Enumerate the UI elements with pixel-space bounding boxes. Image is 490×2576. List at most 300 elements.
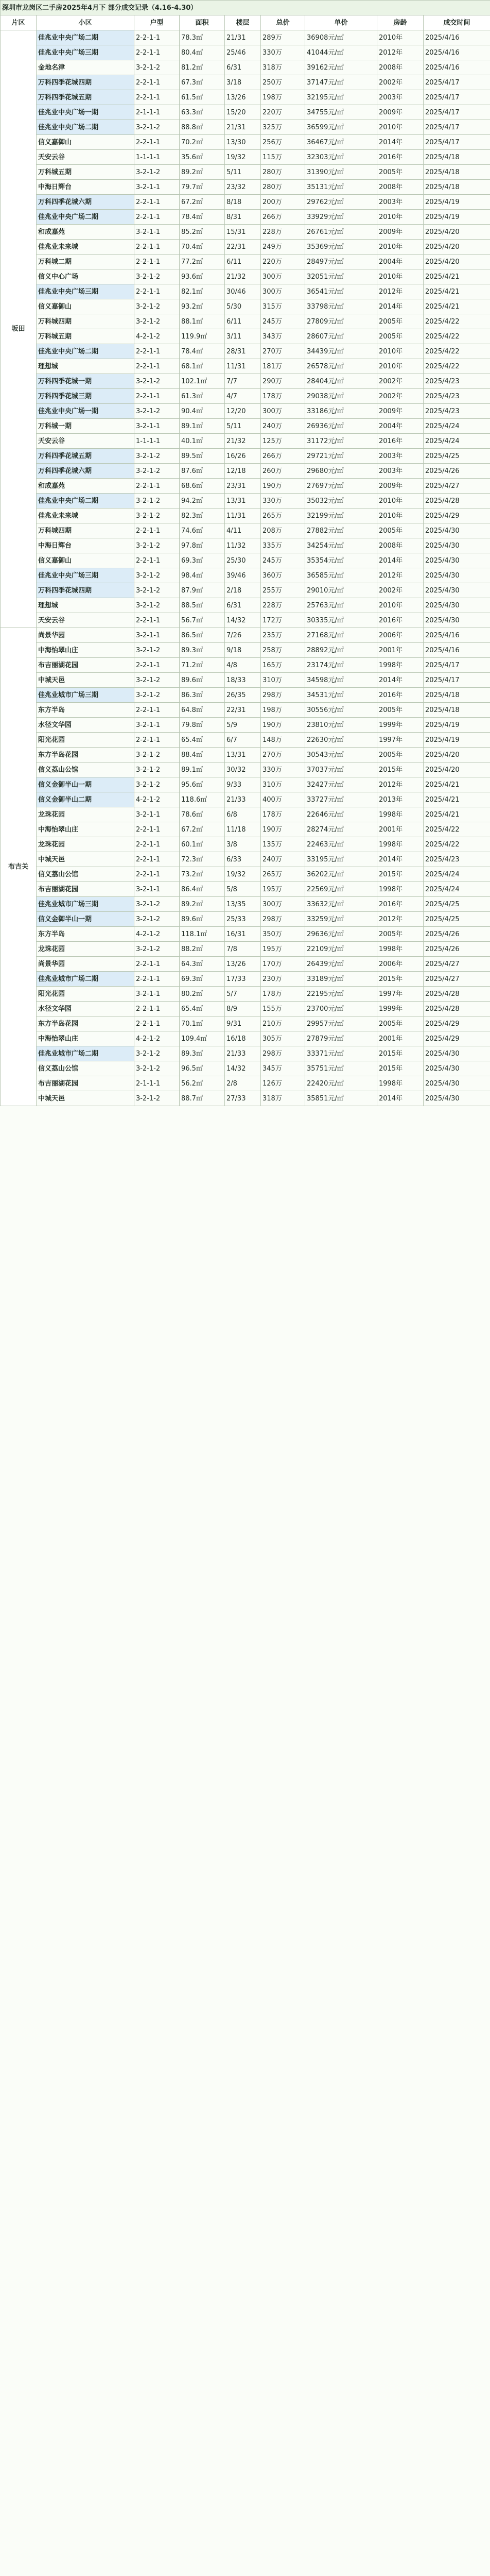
area-cell: 64.3㎡ — [180, 957, 225, 972]
price-cell: 265万 — [261, 509, 305, 523]
unit-price-cell: 29038元/㎡ — [305, 389, 377, 404]
area-cell: 88.1㎡ — [180, 314, 225, 329]
price-cell: 280万 — [261, 165, 305, 180]
years-cell: 2010年 — [377, 344, 424, 359]
floor-cell: 22/31 — [225, 240, 261, 255]
unit-price-cell: 31390元/㎡ — [305, 165, 377, 180]
floor-cell: 21/31 — [225, 30, 261, 45]
price-cell: 240万 — [261, 419, 305, 434]
unit-price-cell: 32199元/㎡ — [305, 509, 377, 523]
table-row — [1, 613, 490, 628]
years-cell: 1998年 — [377, 658, 424, 673]
name-cell: 中海日辉台 — [37, 538, 134, 553]
price-cell: 235万 — [261, 628, 305, 643]
years-cell: 2010年 — [377, 598, 424, 613]
floor-cell: 14/32 — [225, 1061, 261, 1076]
years-cell: 2008年 — [377, 60, 424, 75]
years-cell: 2009年 — [377, 105, 424, 120]
layout-cell: 2-2-1-1 — [134, 613, 180, 628]
table-row — [1, 479, 490, 494]
area-cell: 95.6㎡ — [180, 777, 225, 792]
table-row — [1, 643, 490, 658]
date-cell: 2025/4/16 — [424, 628, 490, 643]
floor-cell: 8/9 — [225, 1002, 261, 1016]
date-cell: 2025/4/20 — [424, 225, 490, 240]
area-cell: 78.3㎡ — [180, 30, 225, 45]
price-cell: 170万 — [261, 957, 305, 972]
area-cell: 78.6㎡ — [180, 807, 225, 822]
price-cell: 265万 — [261, 867, 305, 882]
floor-cell: 4/8 — [225, 658, 261, 673]
table-row — [1, 195, 490, 210]
name-cell: 水径文华园 — [37, 1002, 134, 1016]
date-cell: 2025/4/22 — [424, 359, 490, 374]
price-cell: 256万 — [261, 135, 305, 150]
years-cell: 2010年 — [377, 494, 424, 509]
years-cell: 2010年 — [377, 30, 424, 45]
name-cell: 佳兆业中央广场二期 — [37, 120, 134, 135]
layout-cell: 2-2-1-1 — [134, 344, 180, 359]
header-row — [1, 15, 490, 30]
name-cell: 万科四季花城五期 — [37, 449, 134, 464]
area-cell: 79.7㎡ — [180, 180, 225, 195]
date-cell: 2025/4/28 — [424, 987, 490, 1002]
unit-price-cell: 34755元/㎡ — [305, 105, 377, 120]
name-cell: 中城天邑 — [37, 1091, 134, 1106]
price-cell: 289万 — [261, 30, 305, 45]
years-cell: 1999年 — [377, 718, 424, 733]
table-row — [1, 1061, 490, 1076]
date-cell: 2025/4/17 — [424, 120, 490, 135]
layout-cell: 2-2-1-1 — [134, 822, 180, 837]
area-cell: 89.6㎡ — [180, 673, 225, 688]
price-cell: 250万 — [261, 75, 305, 90]
name-cell: 信义金御半山一期 — [37, 777, 134, 792]
unit-price-cell: 32051元/㎡ — [305, 269, 377, 284]
price-cell: 255万 — [261, 583, 305, 598]
price-cell: 245万 — [261, 314, 305, 329]
price-cell: 220万 — [261, 255, 305, 269]
price-cell: 195万 — [261, 942, 305, 957]
area-cell: 61.5㎡ — [180, 90, 225, 105]
floor-cell: 21/32 — [225, 269, 261, 284]
unit-price-cell: 34598元/㎡ — [305, 673, 377, 688]
date-cell: 2025/4/26 — [424, 942, 490, 957]
floor-cell: 5/9 — [225, 718, 261, 733]
name-cell: 东方半岛花园 — [37, 1016, 134, 1031]
area-cell: 82.3㎡ — [180, 509, 225, 523]
name-cell: 天安云谷 — [37, 613, 134, 628]
layout-cell: 3-2-1-2 — [134, 120, 180, 135]
price-cell: 181万 — [261, 359, 305, 374]
area-cell: 96.5㎡ — [180, 1061, 225, 1076]
layout-cell: 1-1-1-1 — [134, 150, 180, 165]
area-cell: 72.3㎡ — [180, 852, 225, 867]
col-price: 总价 — [261, 15, 305, 30]
years-cell: 2015年 — [377, 972, 424, 987]
date-cell: 2025/4/30 — [424, 1061, 490, 1076]
area-cell: 69.3㎡ — [180, 553, 225, 568]
floor-cell: 14/32 — [225, 613, 261, 628]
price-cell: 190万 — [261, 718, 305, 733]
unit-price-cell: 31172元/㎡ — [305, 434, 377, 449]
unit-price-cell: 33259元/㎡ — [305, 912, 377, 927]
price-cell: 298万 — [261, 1046, 305, 1061]
floor-cell: 22/31 — [225, 703, 261, 718]
unit-price-cell: 34531元/㎡ — [305, 688, 377, 703]
years-cell: 2016年 — [377, 688, 424, 703]
unit-price-cell: 33929元/㎡ — [305, 210, 377, 225]
date-cell: 2025/4/20 — [424, 240, 490, 255]
table-row — [1, 509, 490, 523]
unit-price-cell: 28274元/㎡ — [305, 822, 377, 837]
layout-cell: 3-2-1-2 — [134, 404, 180, 419]
years-cell: 2012年 — [377, 912, 424, 927]
price-cell: 245万 — [261, 553, 305, 568]
area-cell: 119.9㎡ — [180, 329, 225, 344]
area-cell: 85.2㎡ — [180, 225, 225, 240]
area-cell: 77.2㎡ — [180, 255, 225, 269]
layout-cell: 2-2-1-1 — [134, 658, 180, 673]
name-cell: 万科四季花城六期 — [37, 464, 134, 479]
name-cell: 万科四季花城五期 — [37, 90, 134, 105]
layout-cell: 2-2-1-1 — [134, 1002, 180, 1016]
layout-cell: 3-2-1-2 — [134, 1046, 180, 1061]
date-cell: 2025/4/17 — [424, 673, 490, 688]
price-cell: 220万 — [261, 105, 305, 120]
table-row — [1, 120, 490, 135]
layout-cell: 2-2-1-1 — [134, 972, 180, 987]
name-cell: 佳兆业城市广场二期 — [37, 1046, 134, 1061]
layout-cell: 2-2-1-1 — [134, 210, 180, 225]
table-row — [1, 1076, 490, 1091]
price-cell: 280万 — [261, 180, 305, 195]
years-cell: 2010年 — [377, 509, 424, 523]
years-cell: 2002年 — [377, 75, 424, 90]
date-cell: 2025/4/29 — [424, 1031, 490, 1046]
name-cell: 信义荔山公馆 — [37, 1061, 134, 1076]
floor-cell: 6/11 — [225, 314, 261, 329]
name-cell: 佳兆业未来城 — [37, 509, 134, 523]
years-cell: 2014年 — [377, 673, 424, 688]
floor-cell: 2/8 — [225, 1076, 261, 1091]
area-cell: 86.5㎡ — [180, 628, 225, 643]
table-row — [1, 792, 490, 807]
date-cell: 2025/4/29 — [424, 509, 490, 523]
price-cell: 345万 — [261, 1061, 305, 1076]
unit-price-cell: 29010元/㎡ — [305, 583, 377, 598]
table-row — [1, 299, 490, 314]
price-cell: 325万 — [261, 120, 305, 135]
name-cell: 佳兆业中央广场二期 — [37, 344, 134, 359]
table-row — [1, 30, 490, 45]
name-cell: 佳兆业城市广场三期 — [37, 897, 134, 912]
layout-cell: 3-2-1-2 — [134, 643, 180, 658]
table-row — [1, 987, 490, 1002]
table-row — [1, 837, 490, 852]
date-cell: 2025/4/16 — [424, 45, 490, 60]
table-row — [1, 553, 490, 568]
date-cell: 2025/4/22 — [424, 314, 490, 329]
table-row — [1, 957, 490, 972]
layout-cell: 2-2-1-1 — [134, 75, 180, 90]
floor-cell: 27/33 — [225, 1091, 261, 1106]
unit-price-cell: 35131元/㎡ — [305, 180, 377, 195]
area-cell: 89.3㎡ — [180, 1046, 225, 1061]
date-cell: 2025/4/17 — [424, 135, 490, 150]
unit-price-cell: 29680元/㎡ — [305, 464, 377, 479]
unit-price-cell: 33727元/㎡ — [305, 792, 377, 807]
price-cell: 270万 — [261, 748, 305, 762]
years-cell: 2005年 — [377, 1016, 424, 1031]
area-cell: 40.1㎡ — [180, 434, 225, 449]
name-cell: 佳兆业中央广场一期 — [37, 105, 134, 120]
years-cell: 2009年 — [377, 225, 424, 240]
unit-price-cell: 29636元/㎡ — [305, 927, 377, 942]
layout-cell: 3-2-1-2 — [134, 583, 180, 598]
floor-cell: 16/31 — [225, 927, 261, 942]
layout-cell: 2-2-1-1 — [134, 90, 180, 105]
name-cell: 佳兆业中央广场三期 — [37, 284, 134, 299]
floor-cell: 26/35 — [225, 688, 261, 703]
unit-price-cell: 35354元/㎡ — [305, 553, 377, 568]
price-cell: 318万 — [261, 1091, 305, 1106]
col-region: 片区 — [1, 15, 37, 30]
price-cell: 343万 — [261, 329, 305, 344]
name-cell: 布吉丽湖花园 — [37, 1076, 134, 1091]
name-cell: 佳兆业中央广场二期 — [37, 30, 134, 45]
date-cell: 2025/4/30 — [424, 598, 490, 613]
price-cell: 290万 — [261, 374, 305, 389]
date-cell: 2025/4/21 — [424, 269, 490, 284]
price-cell: 298万 — [261, 688, 305, 703]
floor-cell: 4/11 — [225, 523, 261, 538]
unit-price-cell: 35032元/㎡ — [305, 494, 377, 509]
name-cell: 中海日辉台 — [37, 180, 134, 195]
col-layout: 户型 — [134, 15, 180, 30]
floor-cell: 11/32 — [225, 538, 261, 553]
floor-cell: 6/31 — [225, 60, 261, 75]
unit-price-cell: 36908元/㎡ — [305, 30, 377, 45]
layout-cell: 3-2-1-2 — [134, 165, 180, 180]
unit-price-cell: 22569元/㎡ — [305, 882, 377, 897]
name-cell: 布吉丽湖花园 — [37, 658, 134, 673]
layout-cell: 2-2-1-1 — [134, 733, 180, 748]
unit-price-cell: 29957元/㎡ — [305, 1016, 377, 1031]
years-cell: 1998年 — [377, 837, 424, 852]
date-cell: 2025/4/18 — [424, 688, 490, 703]
name-cell: 佳兆业中央广场一期 — [37, 404, 134, 419]
title-row — [1, 1, 490, 15]
floor-cell: 11/31 — [225, 359, 261, 374]
floor-cell: 19/32 — [225, 150, 261, 165]
unit-price-cell: 36541元/㎡ — [305, 284, 377, 299]
area-cell: 94.2㎡ — [180, 494, 225, 509]
date-cell: 2025/4/19 — [424, 718, 490, 733]
floor-cell: 7/7 — [225, 374, 261, 389]
area-cell: 60.1㎡ — [180, 837, 225, 852]
name-cell: 佳兆业中央广场二期 — [37, 210, 134, 225]
date-cell: 2025/4/23 — [424, 389, 490, 404]
area-cell: 98.4㎡ — [180, 568, 225, 583]
area-cell: 93.2㎡ — [180, 299, 225, 314]
area-cell: 86.4㎡ — [180, 882, 225, 897]
area-cell: 102.1㎡ — [180, 374, 225, 389]
table-row — [1, 1031, 490, 1046]
price-cell: 198万 — [261, 703, 305, 718]
floor-cell: 25/33 — [225, 912, 261, 927]
name-cell: 龙珠花园 — [37, 942, 134, 957]
area-cell: 87.6㎡ — [180, 464, 225, 479]
unit-price-cell: 33371元/㎡ — [305, 1046, 377, 1061]
area-cell: 63.3㎡ — [180, 105, 225, 120]
table-row — [1, 748, 490, 762]
date-cell: 2025/4/26 — [424, 464, 490, 479]
date-cell: 2025/4/24 — [424, 867, 490, 882]
layout-cell: 4-2-1-2 — [134, 792, 180, 807]
unit-price-cell: 25763元/㎡ — [305, 598, 377, 613]
area-cell: 88.4㎡ — [180, 748, 225, 762]
price-cell: 360万 — [261, 568, 305, 583]
years-cell: 2009年 — [377, 479, 424, 494]
date-cell: 2025/4/22 — [424, 837, 490, 852]
name-cell: 尚景华园 — [37, 957, 134, 972]
table-row — [1, 718, 490, 733]
floor-cell: 2/18 — [225, 583, 261, 598]
layout-cell: 3-2-1-1 — [134, 419, 180, 434]
area-cell: 89.2㎡ — [180, 165, 225, 180]
years-cell: 2013年 — [377, 792, 424, 807]
years-cell: 2014年 — [377, 553, 424, 568]
years-cell: 2014年 — [377, 852, 424, 867]
layout-cell: 3-2-1-1 — [134, 987, 180, 1002]
floor-cell: 13/31 — [225, 494, 261, 509]
layout-cell: 3-2-1-2 — [134, 912, 180, 927]
date-cell: 2025/4/17 — [424, 75, 490, 90]
years-cell: 2015年 — [377, 1046, 424, 1061]
floor-cell: 25/46 — [225, 45, 261, 60]
unit-price-cell: 34439元/㎡ — [305, 344, 377, 359]
area-cell: 88.8㎡ — [180, 120, 225, 135]
name-cell: 万科城四期 — [37, 523, 134, 538]
layout-cell: 3-2-1-2 — [134, 598, 180, 613]
layout-cell: 4-2-1-2 — [134, 329, 180, 344]
years-cell: 2014年 — [377, 135, 424, 150]
years-cell: 2016年 — [377, 150, 424, 165]
price-cell: 228万 — [261, 225, 305, 240]
table-row — [1, 867, 490, 882]
price-cell: 155万 — [261, 1002, 305, 1016]
price-cell: 318万 — [261, 60, 305, 75]
date-cell: 2025/4/18 — [424, 180, 490, 195]
unit-price-cell: 22630元/㎡ — [305, 733, 377, 748]
date-cell: 2025/4/27 — [424, 972, 490, 987]
years-cell: 2012年 — [377, 45, 424, 60]
date-cell: 2025/4/30 — [424, 523, 490, 538]
floor-cell: 28/31 — [225, 344, 261, 359]
layout-cell: 3-2-1-2 — [134, 269, 180, 284]
years-cell: 2010年 — [377, 269, 424, 284]
price-cell: 258万 — [261, 643, 305, 658]
unit-price-cell: 27879元/㎡ — [305, 1031, 377, 1046]
name-cell: 中海怡翠山庄 — [37, 1031, 134, 1046]
floor-cell: 21/33 — [225, 792, 261, 807]
date-cell: 2025/4/19 — [424, 210, 490, 225]
table-row — [1, 628, 490, 643]
date-cell: 2025/4/16 — [424, 643, 490, 658]
table-row — [1, 210, 490, 225]
floor-cell: 6/7 — [225, 733, 261, 748]
date-cell: 2025/4/30 — [424, 538, 490, 553]
layout-cell: 2-2-1-1 — [134, 284, 180, 299]
unit-price-cell: 33195元/㎡ — [305, 852, 377, 867]
years-cell: 2016年 — [377, 434, 424, 449]
name-cell: 阳光花园 — [37, 987, 134, 1002]
price-cell: 200万 — [261, 195, 305, 210]
area-cell: 68.1㎡ — [180, 359, 225, 374]
date-cell: 2025/4/23 — [424, 852, 490, 867]
name-cell: 信义荔山公馆 — [37, 762, 134, 777]
price-cell: 172万 — [261, 613, 305, 628]
table-row — [1, 1002, 490, 1016]
unit-price-cell: 26578元/㎡ — [305, 359, 377, 374]
area-cell: 68.6㎡ — [180, 479, 225, 494]
years-cell: 2001年 — [377, 822, 424, 837]
date-cell: 2025/4/28 — [424, 494, 490, 509]
area-cell: 89.3㎡ — [180, 643, 225, 658]
years-cell: 2014年 — [377, 1091, 424, 1106]
layout-cell: 2-2-1-1 — [134, 479, 180, 494]
name-cell: 万科城一期 — [37, 419, 134, 434]
area-cell: 70.4㎡ — [180, 240, 225, 255]
years-cell: 2004年 — [377, 255, 424, 269]
table-row — [1, 374, 490, 389]
years-cell: 2003年 — [377, 464, 424, 479]
price-cell: 300万 — [261, 284, 305, 299]
floor-cell: 9/33 — [225, 777, 261, 792]
price-cell: 350万 — [261, 927, 305, 942]
name-cell: 阳光花园 — [37, 733, 134, 748]
area-cell: 79.8㎡ — [180, 718, 225, 733]
floor-cell: 30/46 — [225, 284, 261, 299]
unit-price-cell: 22420元/㎡ — [305, 1076, 377, 1091]
floor-cell: 6/8 — [225, 807, 261, 822]
years-cell: 2001年 — [377, 1031, 424, 1046]
unit-price-cell: 27809元/㎡ — [305, 314, 377, 329]
price-cell: 195万 — [261, 882, 305, 897]
floor-cell: 5/11 — [225, 419, 261, 434]
area-cell: 35.6㎡ — [180, 150, 225, 165]
floor-cell: 19/32 — [225, 867, 261, 882]
layout-cell: 3-2-1-1 — [134, 718, 180, 733]
years-cell: 2005年 — [377, 748, 424, 762]
price-cell: 266万 — [261, 210, 305, 225]
floor-cell: 17/33 — [225, 972, 261, 987]
years-cell: 2005年 — [377, 165, 424, 180]
table-row — [1, 150, 490, 165]
name-cell: 天安云谷 — [37, 434, 134, 449]
date-cell: 2025/4/24 — [424, 434, 490, 449]
years-cell: 1998年 — [377, 942, 424, 957]
name-cell: 万科城四期 — [37, 314, 134, 329]
date-cell: 2025/4/24 — [424, 419, 490, 434]
area-cell: 81.2㎡ — [180, 60, 225, 75]
date-cell: 2025/4/25 — [424, 449, 490, 464]
date-cell: 2025/4/21 — [424, 284, 490, 299]
table-row — [1, 90, 490, 105]
name-cell: 信义嘉御山 — [37, 299, 134, 314]
floor-cell: 15/31 — [225, 225, 261, 240]
